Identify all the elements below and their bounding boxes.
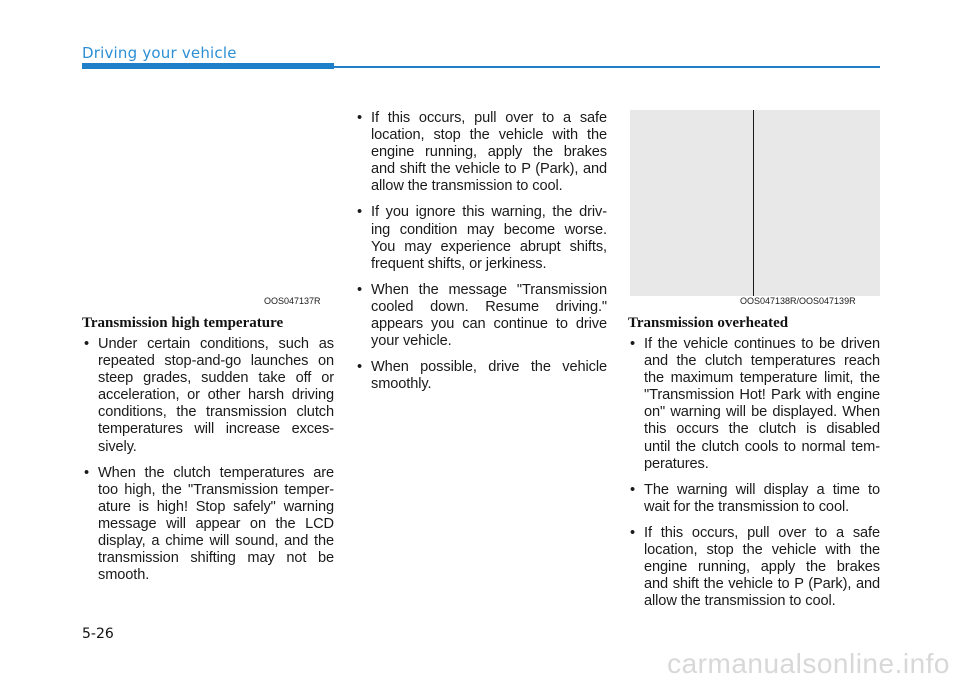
figure-caption-left: OOS047137R xyxy=(264,296,321,306)
bullet-dot: • xyxy=(630,481,636,498)
figure-divider-line xyxy=(753,110,754,296)
bullet-dot: • xyxy=(84,464,90,481)
section-title: Driving your vehicle xyxy=(82,44,237,62)
left-column xyxy=(82,315,334,593)
bullet-dot: • xyxy=(630,524,636,541)
bullet-dot: • xyxy=(357,110,363,126)
list-item: • Under certain conditions, such as repeated stop-and-go launches on steep grades, sudden take off or acceleration, or other harsh driving conditions, the transmission clutch temperatures will increase exces-sively. xyxy=(84,336,334,455)
watermark: carmanualsonline.info xyxy=(667,648,950,679)
list-item: • The warning will display a time to wait for the transmission to cool. xyxy=(630,481,880,515)
list-item: • If the vehicle continues to be driven and the clutch temperatures reach the maximum temperature limit, the "Transmission Hot! Park with engine on" warning will be displayed. When this occurs the clutch is disabled until the clutch cools to normal tem-peratures. xyxy=(630,336,880,472)
figure-caption-right: OOS047138R/OOS047139R xyxy=(740,296,856,306)
bullet-dot: • xyxy=(84,336,90,352)
list-item: • If this occurs, pull over to a safe location, stop the vehicle with the engine running, apply the brakes and shift the vehicle to P (Park), and allow the transmission to cool. xyxy=(357,110,607,195)
bullet-dot: • xyxy=(357,359,363,376)
bullet-dot: • xyxy=(357,204,363,221)
heading-transmission-high-temperature: Transmission high temperature xyxy=(82,315,284,331)
right-column xyxy=(628,315,880,619)
list-item: • If you ignore this warning, the driv-ing condition may become worse. You may experience abrupt shifts, frequent shifts, or jerkiness. xyxy=(357,204,607,272)
list-item: • When the message "Transmission cooled down. Resume driving." appears you can continue to drive your vehicle. xyxy=(357,281,607,350)
right-bullet-list xyxy=(628,336,880,610)
header-rule-thin xyxy=(334,66,880,68)
list-item: • When possible, drive the vehicle smoothly. xyxy=(357,359,607,393)
heading-transmission-overheated: Transmission overheated xyxy=(628,315,789,331)
left-bullet-list xyxy=(82,336,334,584)
list-item: • When the clutch temperatures are too high, the "Transmission temper-ature is high! Stop safely" warning message will appear on the LCD display, a chime will sound, and the transmission shifting may not be smooth. xyxy=(84,464,334,584)
figure-right xyxy=(630,110,880,296)
header-rule-thick xyxy=(82,63,334,69)
bullet-dot: • xyxy=(357,281,363,298)
bullet-dot: • xyxy=(630,336,636,352)
middle-column xyxy=(355,110,607,402)
page-number: 5-26 xyxy=(82,626,114,642)
middle-bullet-list xyxy=(355,110,607,393)
list-item: • If this occurs, pull over to a safe location, stop the vehicle with the engine running, apply the brakes and shift the vehicle to P (Park), and allow the transmission to cool. xyxy=(630,524,880,610)
